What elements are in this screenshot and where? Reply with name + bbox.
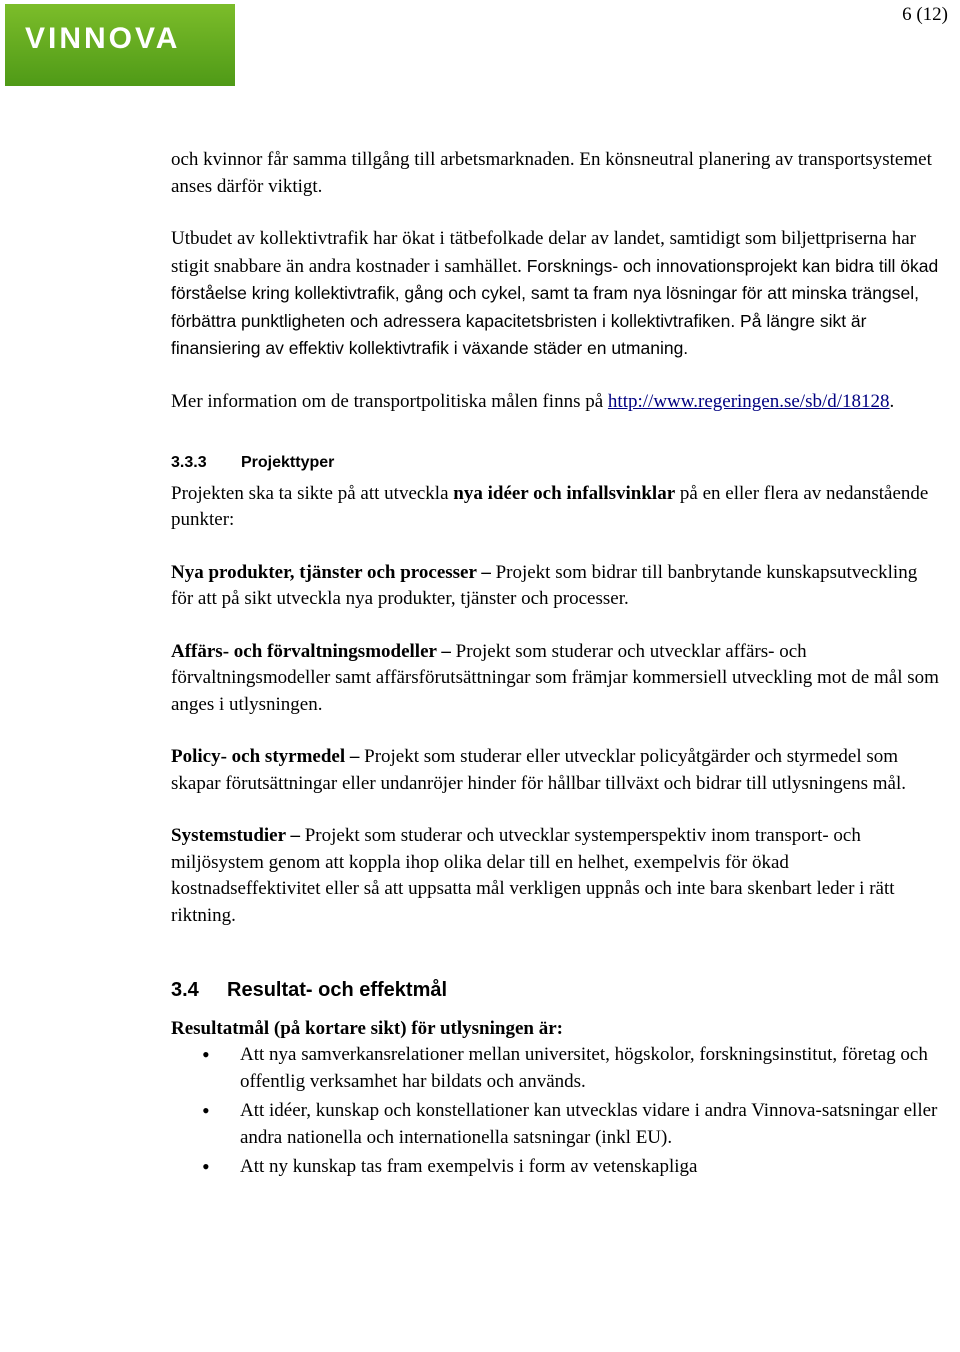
- project-type-dash: –: [436, 640, 456, 662]
- section-title: Resultat- och effektmål: [227, 979, 448, 1001]
- result-goals-subtitle: [171, 1016, 941, 1043]
- result-goals-subtitle-text: Resultatmål (på kortare sikt) för utlysningen är:: [171, 1017, 563, 1039]
- section-number: 3.4: [171, 979, 199, 1001]
- paragraph-public-transport: [171, 226, 941, 363]
- project-type-dash: –: [285, 825, 305, 846]
- section-heading-projekttyper: [171, 450, 941, 477]
- project-type-text: Projekt som studerar eller utvecklar policyåtgärder och styrmedel som skapar förutsättningar eller undanröjer hinder för hållbar tillväxt och bidrar till utlysningens mål.: [171, 746, 906, 794]
- project-type-item: [171, 560, 941, 613]
- project-type-term: Nya produkter, tjänster och processer: [171, 561, 477, 583]
- intro-bold: nya idéer och infallsvinklar: [453, 482, 676, 504]
- svg-text:VINNOVA: VINNOVA: [25, 22, 181, 55]
- project-type-text: Projekt som studerar och utvecklar systemperspektiv inom transport- och miljösystem genom att koppla ihop olika delar till en helhet, exempelvis för ökad kostnadseffektivitet eller så att uppsatta mål verkligen uppnås och inte bara skenbart leder i rätt riktning.: [171, 825, 895, 926]
- intro-text-1: Projekten ska ta sikte på att utveckla: [171, 482, 454, 504]
- paragraph-public-transport-serif: Utbudet av kollektivtrafik har ökat i tätbefolkade delar av landet, samtidigt som biljettpriserna har stigit snabbare än andra kostnader i samhället.: [171, 228, 916, 277]
- project-type-dash: –: [345, 746, 365, 767]
- paragraph-public-transport-funding: På längre sikt är finansiering av effektiv kollektivtrafik i växande städer en utmaning.: [171, 310, 867, 358]
- result-goals-list: [171, 1042, 941, 1181]
- paragraph-gender-planning: och kvinnor får samma tillgång till arbetsmarknaden. En könsneutral planering av transportsystemet anses därför viktigt.: [171, 149, 932, 197]
- paragraph-public-transport-research: Forsknings- och innovationsprojekt kan bidra till ökad förståelse kring kollektivtrafik, gång och cykel, samt ta fram nya lösningar för att minska trängsel, förbättra punktligheten och adressera kapacitetsbristen i kollektivtrafiken.: [171, 255, 939, 331]
- project-type-text: Projekt som studerar och utvecklar affärs- och förvaltningsmodeller samt affärsförutsättningar som främjar kommersiell utveckling mot de mål som anges i utlysningen.: [171, 640, 939, 715]
- project-type-term: Affärs- och förvaltningsmodeller: [171, 640, 437, 662]
- project-type-term: Policy- och styrmedel: [171, 746, 346, 767]
- vinnova-logo-wordmark: [5, 4, 235, 86]
- list-item: • Att idéer, kunskap och konstellationer kan utvecklas vidare i andra Vinnova-satsningar eller andra nationella och internationella satsningar (inkl EU).: [170, 1098, 941, 1151]
- regeringen-link[interactable]: http://www.regeringen.se/sb/d/18128: [607, 390, 890, 412]
- project-type-term: Systemstudier: [171, 825, 286, 846]
- list-item: • Att nya samverkansrelationer mellan universitet, högskolor, forskningsinstitut, företag och offentlig verksamhet har bildats och används.: [170, 1042, 941, 1095]
- section-heading-resultat: [171, 977, 941, 1004]
- project-type-item: [171, 744, 941, 797]
- document-body: [171, 147, 941, 1181]
- section-number: 3.3.3: [171, 454, 207, 471]
- project-type-item: [171, 639, 941, 719]
- more-info-text: Mer information om de transportpolitiska målen finns på: [171, 390, 608, 412]
- intro-text-2: på en eller flera av nedanstående punkter:: [171, 482, 929, 530]
- project-type-text: Projekt som bidrar till banbrytande kunskapsutveckling för att på sikt utveckla nya produkter, tjänster och processer.: [171, 561, 918, 609]
- list-item: • Att ny kunskap tas fram exempelvis i form av vetenskapliga: [170, 1154, 941, 1181]
- vinnova-logo: [5, 4, 235, 86]
- project-type-dash: –: [476, 561, 496, 583]
- more-info-end: .: [889, 390, 895, 412]
- paragraph-more-info: [171, 389, 941, 416]
- paragraph-project-intro: [171, 481, 941, 534]
- project-type-item: [171, 823, 941, 929]
- page-number: 6 (12): [902, 4, 948, 25]
- section-title: Projekttyper: [241, 454, 335, 471]
